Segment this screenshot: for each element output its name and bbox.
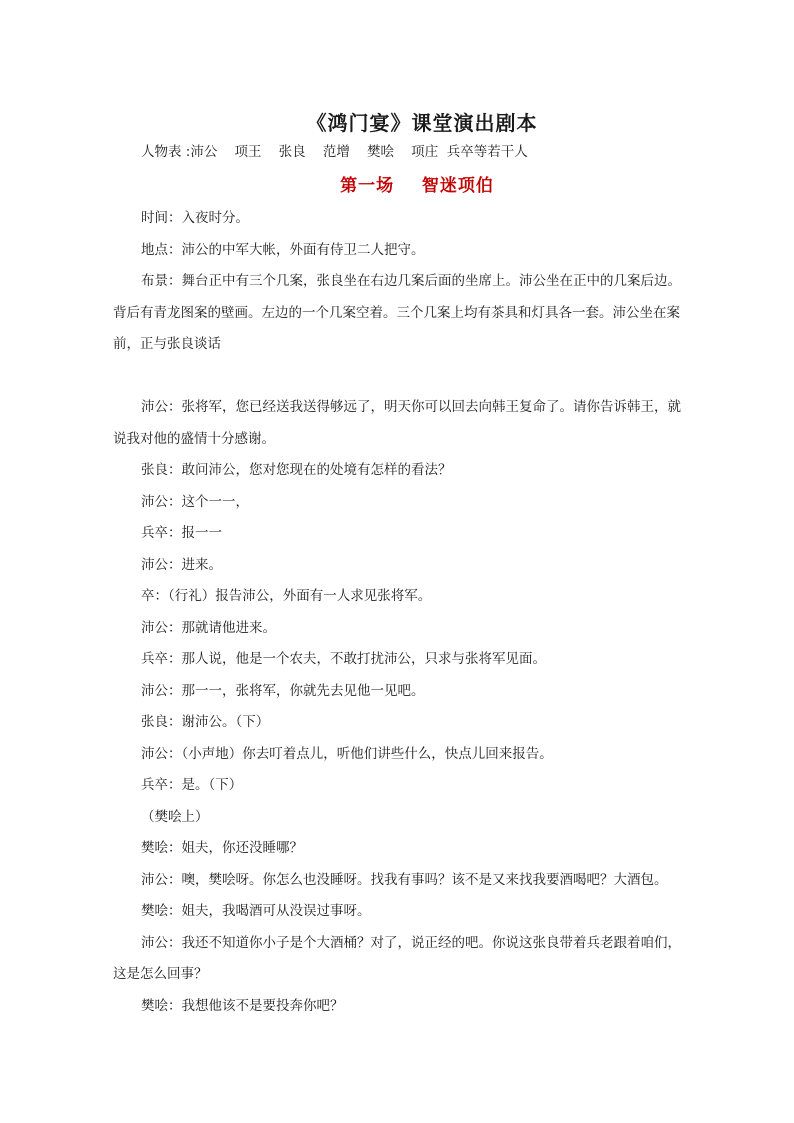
dialogue-line: 兵卒：那人说，他是一个农夫，不敢打扰沛公，只求与张将军见面。 [141,651,546,667]
dialogue-line: 樊哙：姐夫，我喝酒可从没误过事呀。 [141,903,371,919]
dialogue-line: 沛公：这个一一， [141,493,249,510]
stage-location: 地点：沛公的中军大帐，外面有侍卫二人把守。 [141,241,425,258]
dialogue-line: 沛公：张将军，您已经送我送得够远了，明天你可以回去向韩王复命了。请你告诉韩王，就说我对他的盛情十分感谢。 [113,399,681,447]
dialogue-line: 卒：（行礼）报告沛公，外面有一人求见张将军。 [141,588,432,604]
script-title: 《鸿门宴》课堂演出剧本 [306,111,538,135]
stage-time: 时间：入夜时分。 [141,210,249,226]
stage-setting: 布景：舞台正中有三个几案，张良坐在右边几案后面的坐席上。沛公坐在正中的几案后边。背后有青龙图案的壁画。左边的一个几案空着。三个几案上均有茶具和灯具各一套。沛公坐在案前，正与张良谈话 [113,273,681,352]
dialogue-line: 沛公：（小声地）你去叮着点儿，听他们讲些什么，快点儿回来报告。 [141,745,553,762]
dialogue-line: 兵卒：是。（下） [141,777,243,793]
script-body [113,203,687,1022]
dialogue-line: 张良：谢沛公。（下） [141,714,270,730]
dialogue-line: 樊哙：姐夫，你还没睡哪？ [141,840,303,856]
dialogue-line: 沛公：那一一，张将军，你就先去见他一见吧。 [141,682,425,699]
scene-heading: 第一场 智迷项伯 [340,176,494,196]
dialogue-line: 沛公：那就请他进来。 [141,619,276,636]
dialogue-line: 沛公：进来。 [141,556,222,573]
dialogue-line: 樊哙：我想他该不是要投奔你吧？ [141,997,344,1014]
blank-line [113,361,687,393]
dialogue-line: 沛公：我还不知道你小子是个大酒桶？对了，说正经的吧。你说这张良带着兵老跟着咱们，这是怎么回事？ [113,934,681,982]
cast-list: 人物表 :沛公 项王 张良 范增 樊哙 项庄 兵卒等若干人 [141,144,528,160]
dialogue-line: 张良：敢问沛公，您对您现在的处境有怎样的看法？ [141,462,452,478]
dialogue-line: 沛公：噢，樊哙呀。你怎么也没睡呀。找我有事吗？该不是又来找我要酒喝吧？大酒包。 [141,871,668,888]
stage-direction: （樊哙上） [141,808,209,825]
dialogue-line: 兵卒：报一一 [141,525,222,541]
